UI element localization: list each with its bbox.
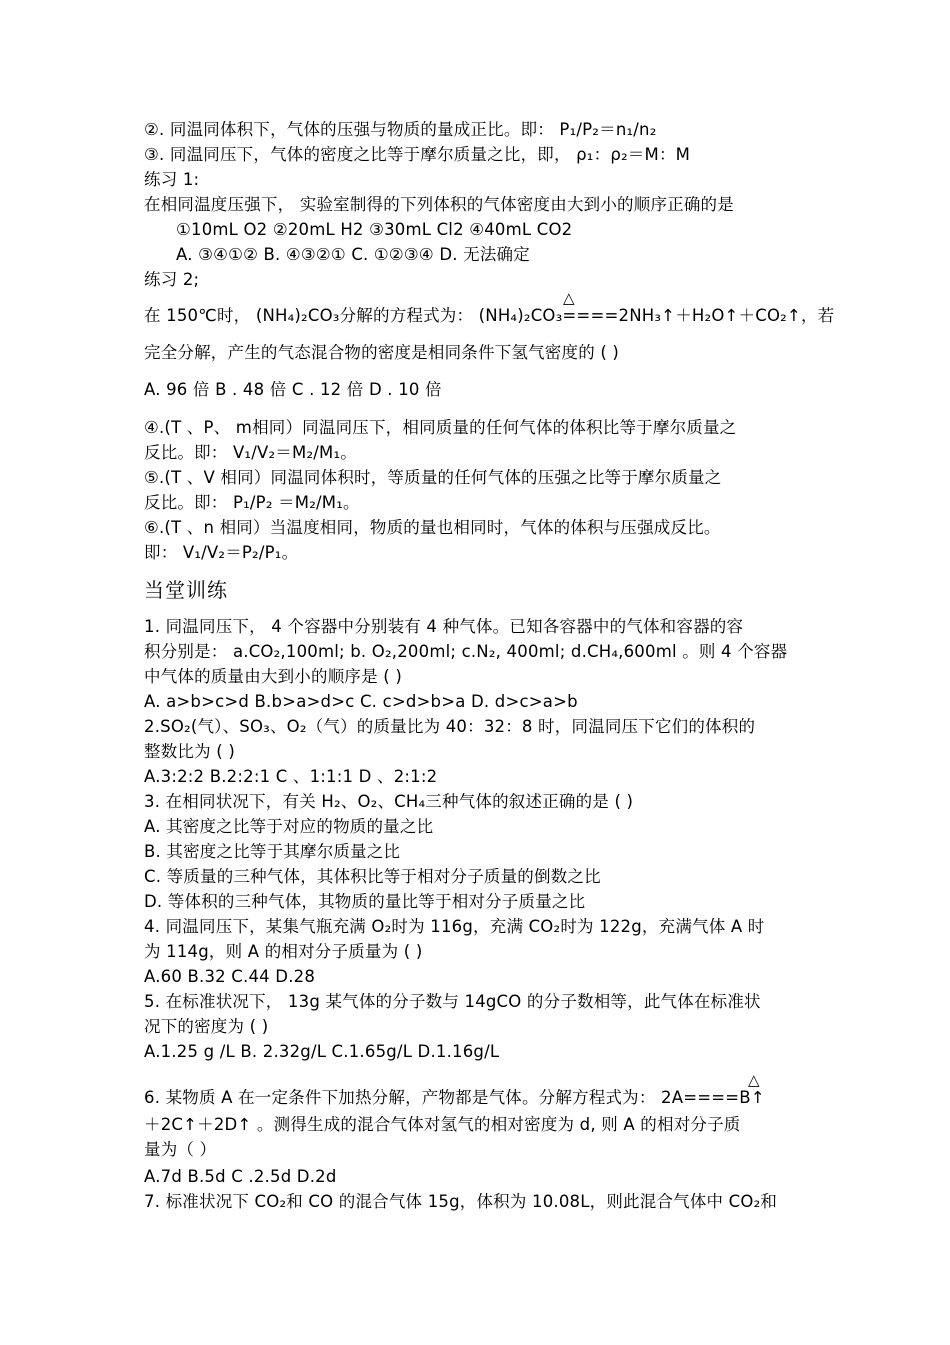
text-line: ＋2C↑＋2D↑ 。测得生成的混合气体对氢气的相对密度为 d, 则 A 的相对分子质: [144, 1115, 741, 1134]
heat-triangle-icon: △: [748, 1071, 760, 1089]
text-line: 在相同温度压强下， 实验室制得的下列体积的气体密度由大到小的顺序正确的是: [144, 195, 734, 214]
text-line: ①10mL O2 ②20mL H2 ③30mL Cl2 ④40mL CO2: [176, 220, 573, 239]
text-line: 5. 在标准状况下， 13g 某气体的分子数与 14gCO 的分子数相等，此气体在标准状: [144, 992, 761, 1011]
text-line: 3. 在相同状况下，有关 H₂、O₂、CH₄三种气体的叙述正确的是 ( ): [144, 792, 634, 811]
text-line: A. a>b>c>d B.b>a>d>c C. c>d>b>a D. d>c>a>b: [144, 692, 578, 711]
text-line: D. 等体积的三种气体，其物质的量比等于相对分子质量之比: [144, 892, 586, 911]
text-line: 况下的密度为 ( ): [144, 1017, 269, 1036]
text-line: A.7d B.5d C .2.5d D.2d: [144, 1167, 337, 1186]
text-line: 完全分解，产生的气态混合物的密度是相同条件下氢气密度的 ( ): [144, 343, 620, 362]
text-line: 6. 某物质 A 在一定条件下加热分解，产物都是气体。分解方程式为： 2A====B↑: [144, 1088, 765, 1107]
text-line: B. 其密度之比等于其摩尔质量之比: [144, 842, 401, 861]
heat-triangle-icon: △: [563, 289, 575, 307]
text-line: A.60 B.32 C.44 D.28: [144, 967, 316, 986]
text-line: A. 96 倍 B . 48 倍 C . 12 倍 D . 10 倍: [144, 380, 442, 399]
text-line: ②. 同温同体积下，气体的压强与物质的量成正比。即： P₁/P₂＝n₁/n₂: [144, 120, 657, 139]
text-line: 7. 标准状况下 CO₂和 CO 的混合气体 15g，体积为 10.08L，则此混合气体中 CO₂和: [144, 1192, 778, 1211]
text-line: C. 等质量的三种气体，其体积比等于相对分子质量的倒数之比: [144, 867, 601, 886]
section-title: 当堂训练: [144, 578, 228, 602]
text-line: A. 其密度之比等于对应的物质的量之比: [144, 817, 434, 836]
text-line: A.3:2:2 B.2:2:1 C 、1:1:1 D 、2:1:2: [144, 767, 438, 786]
text-line: 量为（ ）: [144, 1140, 217, 1159]
text-line: ③. 同温同压下，气体的密度之比等于摩尔质量之比，即， ρ₁：ρ₂＝M：M: [144, 145, 691, 164]
text-line: 为 114g，则 A 的相对分子质量为 ( ): [144, 942, 423, 961]
text-line: 反比。即： P₁/P₂ ＝M₂/M₁。: [144, 493, 360, 512]
text-line: 整数比为 ( ): [144, 742, 235, 761]
text-line: A.1.25 g /L B. 2.32g/L C.1.65g/L D.1.16g/L: [144, 1042, 500, 1061]
text-line: A. ③④①② B. ④③②① C. ①②③④ D. 无法确定: [176, 245, 530, 264]
text-line: ⑥.(T 、n 相同）当温度相同，物质的量也相同时，气体的体积与压强成反比。: [144, 518, 721, 537]
text-line: 在 150℃时， (NH₄)₂CO₃分解的方程式为： (NH₄)₂CO₃====2NH₃↑＋H₂O↑＋CO₂↑，若: [144, 306, 835, 325]
text-line: 积分别是： a.CO₂,100ml; b. O₂,200ml; c.N₂, 400ml; d.CH₄,600ml 。则 4 个容器: [144, 642, 788, 661]
text-line: 2.SO₂(气）、SO₃、O₂（气）的质量比为 40：32：8 时，同温同压下它们的体积的: [144, 717, 756, 736]
text-line: ⑤.(T 、V 相同）同温同体积时，等质量的任何气体的压强之比等于摩尔质量之: [144, 468, 722, 487]
text-line: 练习 2;: [144, 270, 200, 289]
text-line: 中气体的质量由大到小的顺序是 ( ): [144, 667, 402, 686]
text-line: 练习 1:: [144, 170, 200, 189]
text-line: 反比。即： V₁/V₂＝M₂/M₁。: [144, 443, 357, 462]
text-line: 4. 同温同压下，某集气瓶充满 O₂时为 116g，充满 CO₂时为 122g，充满气体 A 时: [144, 917, 765, 936]
text-line: 1. 同温同压下， 4 个容器中分别装有 4 种气体。已知各容器中的气体和容器的容: [144, 617, 744, 636]
text-line: 即： V₁/V₂＝P₂/P₁。: [144, 543, 299, 562]
text-line: ④.(T 、P、 m相同）同温同压下，相同质量的任何气体的体积比等于摩尔质量之: [144, 418, 737, 437]
